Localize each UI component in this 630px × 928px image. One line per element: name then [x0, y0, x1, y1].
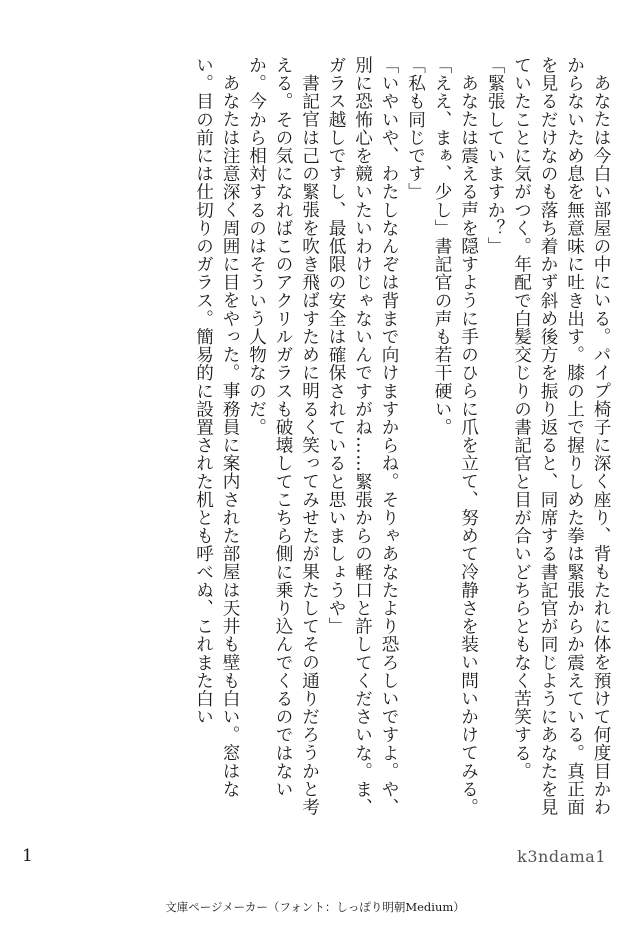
paragraph: あなたは注意深く周囲に目をやった。事務員に案内された部屋は天井も壁も白い。窓はない。目の前には仕切りのガラス。簡易的に設置された机とも呼べぬ、これまた白い [193, 56, 240, 798]
paragraph: 「いやいや、わたしなんぞは背まで向けますからね。そりゃあなたより恐ろしいですよ。や、別に恐怖心を競いたいわけじゃないんですがね……緊張からの軽口と許してくださいな。ま、ガラス越しですし、最低限の安全は確保されていると思いましょうや」 [326, 56, 399, 817]
paragraph: 「緊張していますか？」 [485, 56, 505, 256]
paragraph: 「ええ、まぁ、少し」書記官の声も若干硬い。 [432, 56, 452, 437]
paragraph: あなたは今白い部屋の中にいる。パイプ椅子に深く座り、背もたれに体を預けて何度目かわからないため息を無意味に吐き出す。膝の上で握りしめた拳は緊張からか震えている。真正面を見るだけなのも落ち着かず斜め後方を振り返ると、同席する書記官が同じようにあなたを見ていたことに気がつく。年配で白髪交じりの書記官と目が合いどちらともなく苦笑する。 [511, 56, 611, 817]
page-number: 1 [22, 846, 33, 866]
page-body-text [34, 56, 614, 826]
author-name: k3ndama1 [517, 847, 606, 866]
paragraph: あなたは震える声を隠すように手のひらに爪を立て、努めて冷静さを装い問いかけてみる。 [458, 73, 479, 816]
footer-credit: 文庫ページメーカー（フォント：しっぽり明朝Medium） [165, 900, 465, 914]
paragraph: 書記官は己の緊張を吹き飛ばすために明るく笑ってみせたが果たしてその通りだろうかと考える。その気になればこのアクリルガラスも破壊してこちら側に乗り込んでくるのではないか。今から相対するのはそういう人物なのだ。 [246, 56, 320, 816]
paragraph: 「私も同じです」 [405, 56, 426, 201]
